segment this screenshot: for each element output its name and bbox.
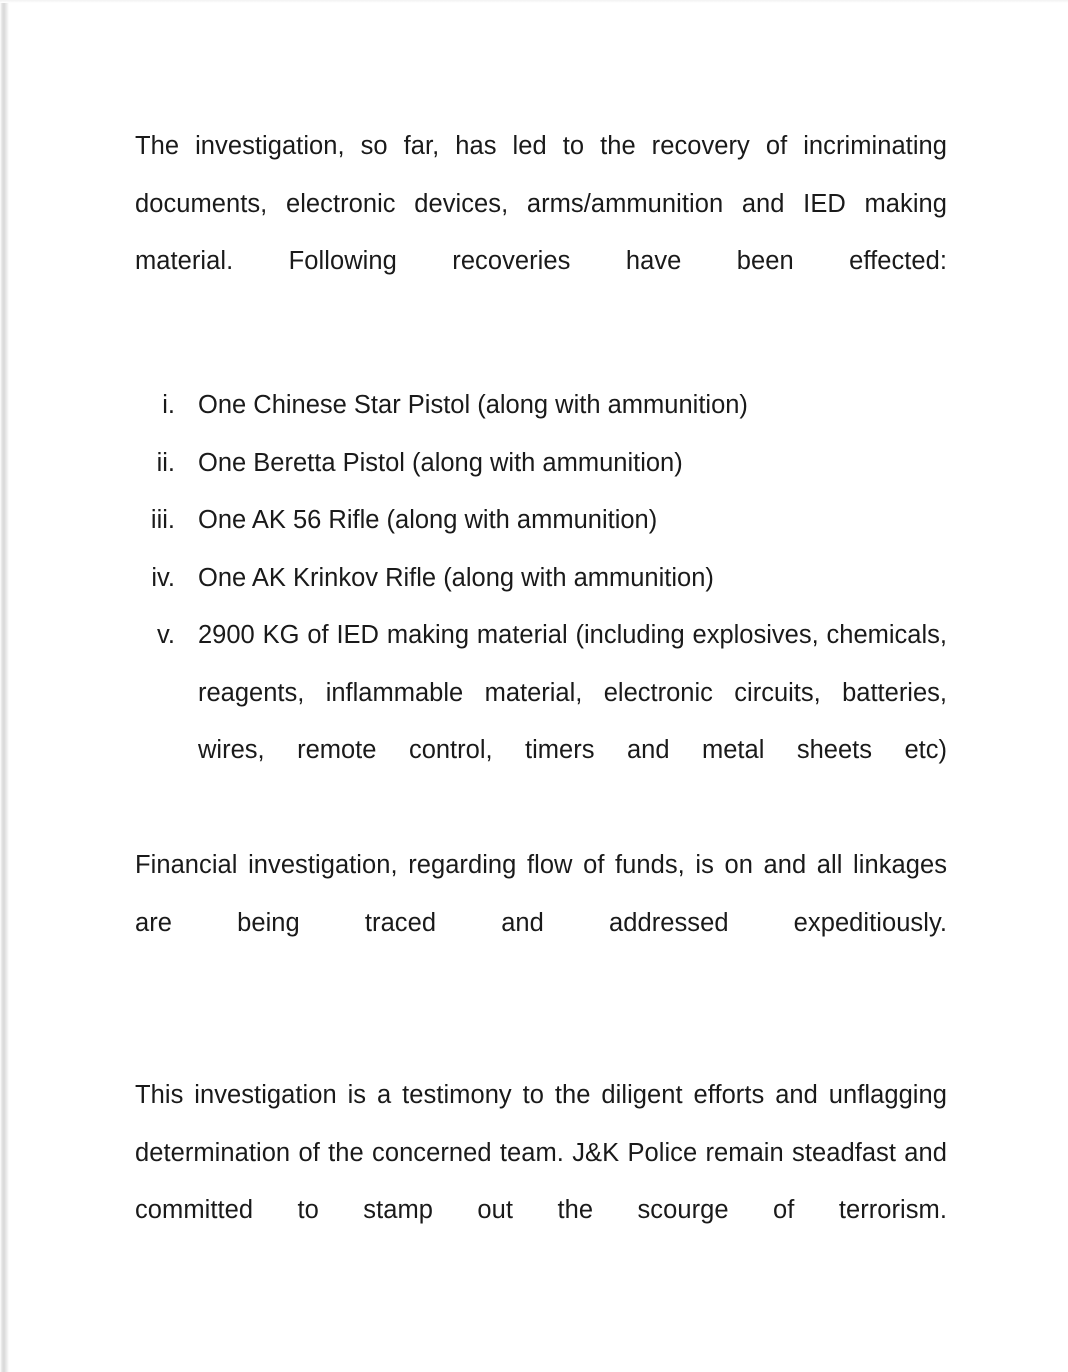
list-item-marker: v. — [157, 621, 175, 649]
scan-edge-left — [0, 0, 9, 1372]
list-item-marker: ii. — [156, 448, 175, 477]
paragraph-financial-investigation: Financial investigation, regarding flow of funds, is on and all linkages are being traced and addressed expeditiously. — [135, 851, 947, 937]
recoveries-list — [135, 377, 947, 837]
list-item-marker: i. — [162, 391, 175, 419]
document-text-column — [135, 118, 947, 1297]
scan-edge-top — [0, 0, 1068, 3]
list-item — [135, 492, 947, 550]
list-item — [135, 435, 947, 493]
list-item — [135, 550, 947, 608]
list-item-label: 2900 KG of IED making material (including explosives, chemicals, reagents, inflammable material, electronic circuits, batteries, wires, remote control, timers and metal sheets etc) — [198, 621, 947, 764]
list-item-marker: iv. — [151, 563, 175, 592]
list-top-spacer — [135, 348, 947, 377]
list-item-label: One Beretta Pistol (along with ammunition) — [198, 448, 683, 477]
paragraph-investigation-recovery: The investigation, so far, has led to the recovery of incriminating documents, electronic devices, arms/ammunition and IED making material. Following recoveries have been effected: — [135, 132, 947, 275]
paragraph-gap-spacer — [135, 1010, 947, 1068]
list-item-marker: iii. — [150, 506, 175, 534]
list-item-label: One AK 56 Rifle (along with ammunition) — [198, 506, 658, 534]
list-item — [135, 607, 947, 837]
list-item-label: One AK Krinkov Rifle (along with ammunition) — [198, 563, 714, 592]
list-item-label: One Chinese Star Pistol (along with ammunition) — [198, 391, 748, 419]
list-item — [135, 377, 947, 435]
paragraph-closing-statement: This investigation is a testimony to the diligent efforts and unflagging determination of the concerned team. J&K Police remain steadfast and committed to stamp out the scourge of terrorism. — [135, 1081, 947, 1224]
